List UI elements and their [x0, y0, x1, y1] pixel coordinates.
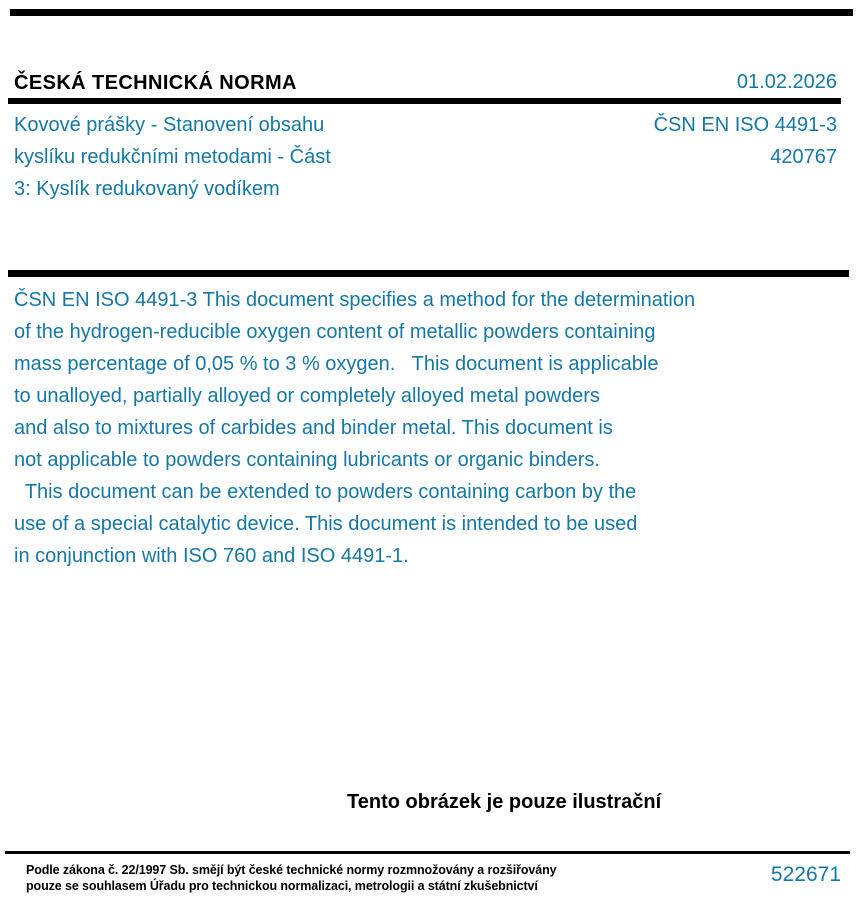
norm-title-line: Kovové prášky - Stanovení obsahu	[14, 114, 325, 136]
norm-title-line: 3: Kyslík redukovaný vodíkem	[14, 178, 280, 200]
abstract-line: in conjunction with ISO 760 and ISO 4491-1.	[14, 545, 409, 567]
abstract-line: mass percentage of 0,05 % to 3 % oxygen. This document is applicable	[14, 353, 659, 375]
top-rule	[10, 9, 853, 16]
standard-id: ČSN EN ISO 4491-3	[653, 114, 837, 136]
legal-text-line: Podle zákona č. 22/1997 Sb. smějí být české technické normy rozmnožovány a rozšiřovány	[26, 863, 557, 877]
mid-rule	[8, 270, 849, 277]
footer-rule	[5, 851, 850, 854]
abstract-line: use of a special catalytic device. This document is intended to be used	[14, 513, 638, 535]
header-rule	[8, 98, 841, 104]
publication-date: 01.02.2026	[736, 71, 837, 93]
illustrative-note: Tento obrázek je pouze ilustrační	[347, 791, 662, 813]
abstract-line: This document can be extended to powders containing carbon by the	[14, 481, 637, 503]
abstract-text	[14, 284, 695, 572]
legal-text	[26, 862, 557, 894]
abstract-line: to unalloyed, partially alloyed or completely alloyed metal powders	[14, 385, 600, 407]
legal-text-line: pouze se souhlasem Úřadu pro technickou normalizaci, metrologii a státní zkušebnictví	[26, 879, 538, 893]
norm-title	[14, 109, 331, 205]
norm-title-line: kyslíku redukčními metodami - Část	[14, 146, 331, 168]
abstract-line: not applicable to powders containing lubricants or organic binders.	[14, 449, 600, 471]
abstract-line: ČSN EN ISO 4491-3 This document specifies a method for the determination	[14, 289, 696, 311]
class-number: 420767	[770, 146, 837, 168]
norm-identifiers	[654, 109, 837, 173]
abstract-line: of the hydrogen-reducible oxygen content of metallic powders containing	[14, 321, 656, 343]
catalog-number: 522671	[770, 863, 841, 886]
abstract-line: and also to mixtures of carbides and binder metal. This document is	[14, 417, 613, 439]
norm-type-heading: ČESKÁ TECHNICKÁ NORMA	[14, 72, 297, 94]
